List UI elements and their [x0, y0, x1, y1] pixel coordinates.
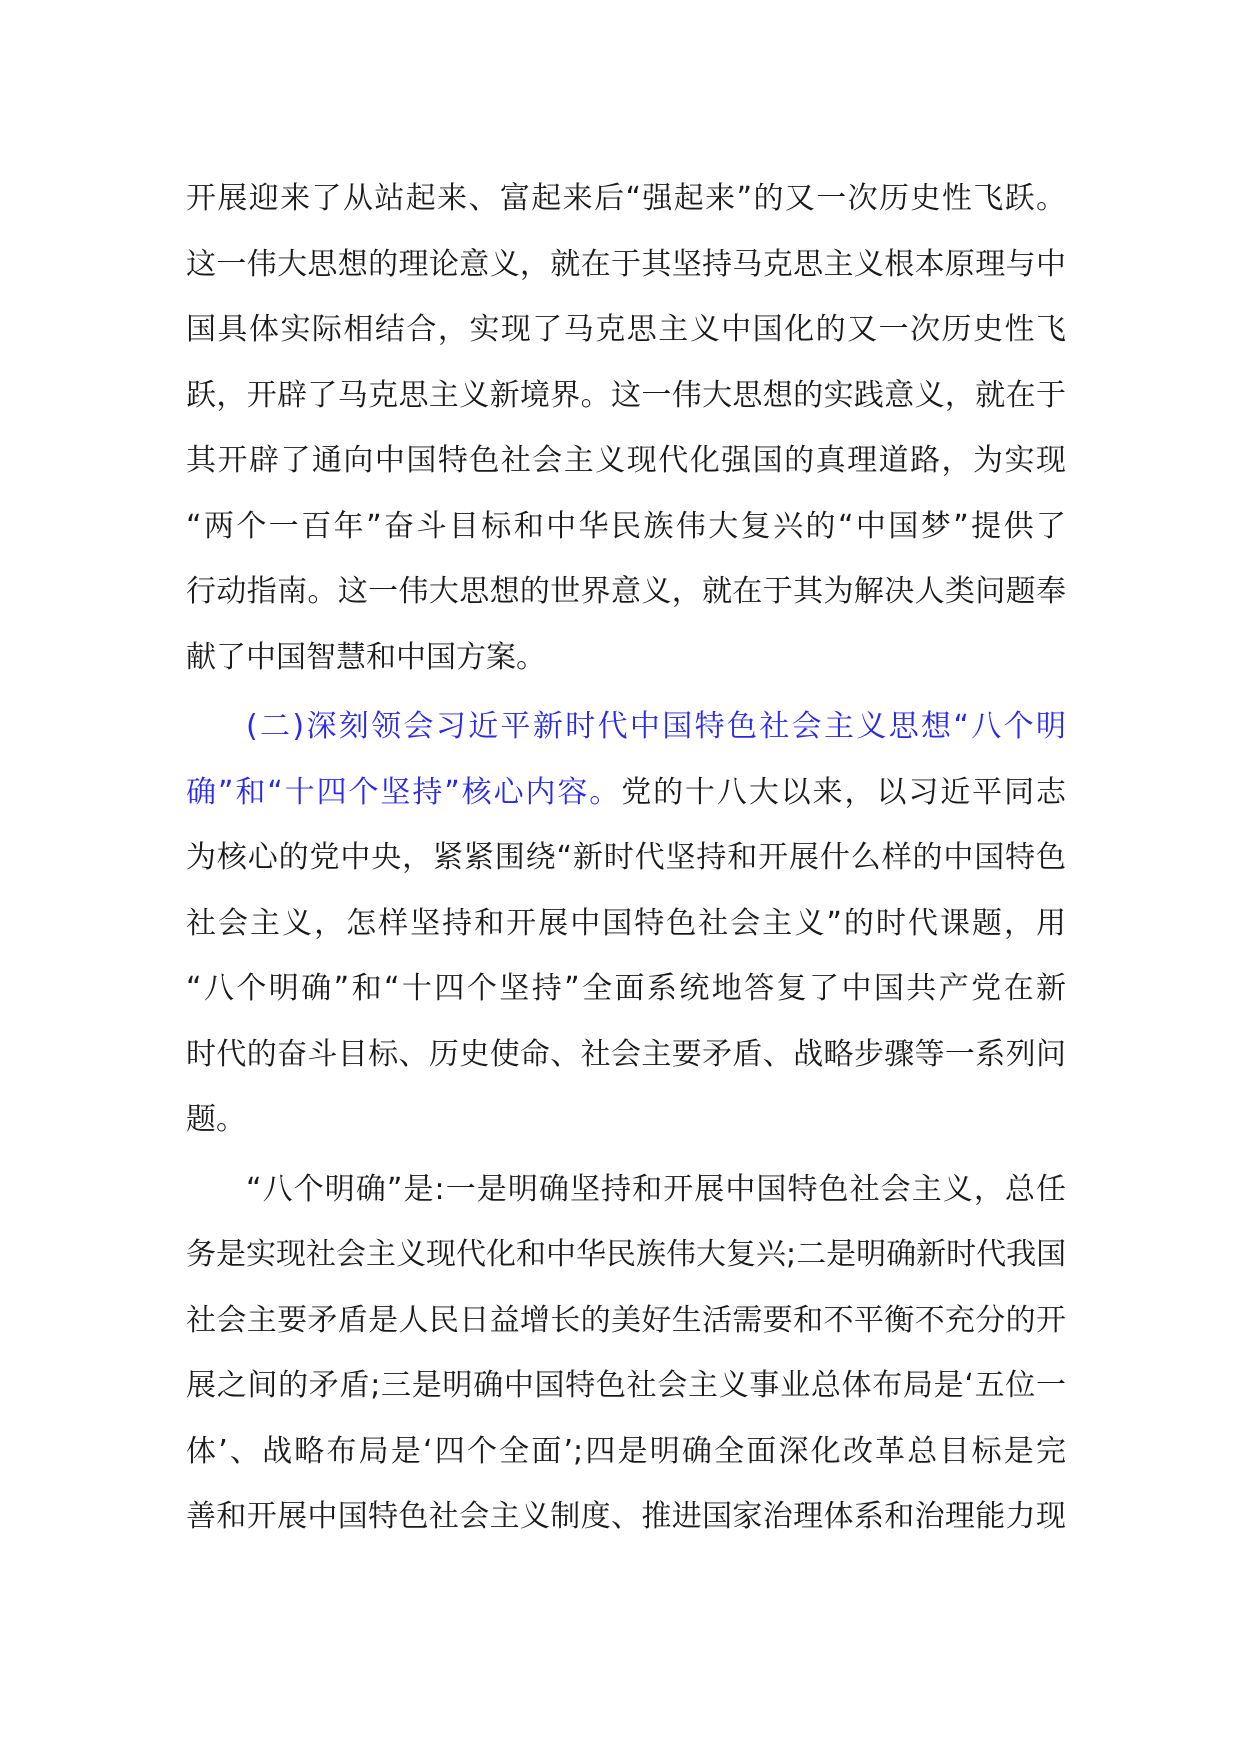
text-line: 献了中国智慧和中国方案。	[186, 639, 546, 675]
paragraph-eight-clarifications	[186, 1157, 1066, 1550]
text-line: 开展迎来了从站起来、富起来后“强起来”的又一次历史性飞跃。	[186, 181, 1066, 216]
text-line: “八个明确”是:一是明确坚持和开展中国特色社会主义，总任	[246, 1171, 1066, 1207]
text-line: 跃，开辟了马克思主义新境界。这一伟大思想的实践意义，就在于	[186, 377, 1066, 413]
text-line: 社会主要矛盾是人民日益增长的美好生活需要和不平衡不充分的开	[186, 1302, 1066, 1338]
text-line: “两个一百年”奋斗目标和中华民族伟大复兴的“中国梦”提供了	[186, 508, 1066, 544]
text-line: “八个明确”和“十四个坚持”全面系统地答复了中国共产党在新	[186, 971, 1066, 1006]
text-line: 务是实现社会主义现代化和中华民族伟大复兴;二是明确新时代我国	[186, 1237, 1067, 1272]
text-line: 时代的奋斗目标、历史使命、社会主要矛盾、战略步骤等一系列问	[186, 1036, 1066, 1072]
text-line-rest: 党的十八大以来，以习近平同志	[621, 774, 1066, 810]
text-line: 题。	[186, 1102, 246, 1137]
paragraph-theory-significance	[186, 166, 1066, 690]
paragraph-core-content	[186, 694, 1066, 1153]
text-line: 体’、战略布局是‘四个全面’;四是明确全面深化改革总目标是完	[186, 1433, 1066, 1469]
text-line	[186, 760, 1066, 826]
text-line: 为核心的党中央，紧紧围绕“新时代坚持和开展什么样的中国特色	[186, 840, 1066, 875]
section-heading-line: (二)深刻领会习近平新时代中国特色社会主义思想“八个明	[246, 709, 1066, 744]
text-line: 其开辟了通向中国特色社会主义现代化强国的真理道路，为实现	[186, 443, 1066, 478]
text-line: 国具体实际相结合，实现了马克思主义中国化的又一次历史性飞	[186, 312, 1066, 347]
section-heading-tail: 确”和“十四个坚持”核心内容。	[186, 774, 622, 810]
text-line: 善和开展中国特色社会主义制度、推进国家治理体系和治理能力现	[186, 1499, 1066, 1534]
document-body	[186, 166, 1066, 1550]
text-line: 展之间的矛盾;三是明确中国特色社会主义事业总体布局是‘五位一	[186, 1368, 1066, 1403]
text-line: 这一伟大思想的理论意义，就在于其坚持马克思主义根本原理与中	[186, 246, 1066, 282]
text-line: 行动指南。这一伟大思想的世界意义，就在于其为解决人类问题奉	[186, 574, 1066, 609]
text-line: 社会主义，怎样坚持和开展中国特色社会主义”的时代课题，用	[186, 905, 1066, 941]
